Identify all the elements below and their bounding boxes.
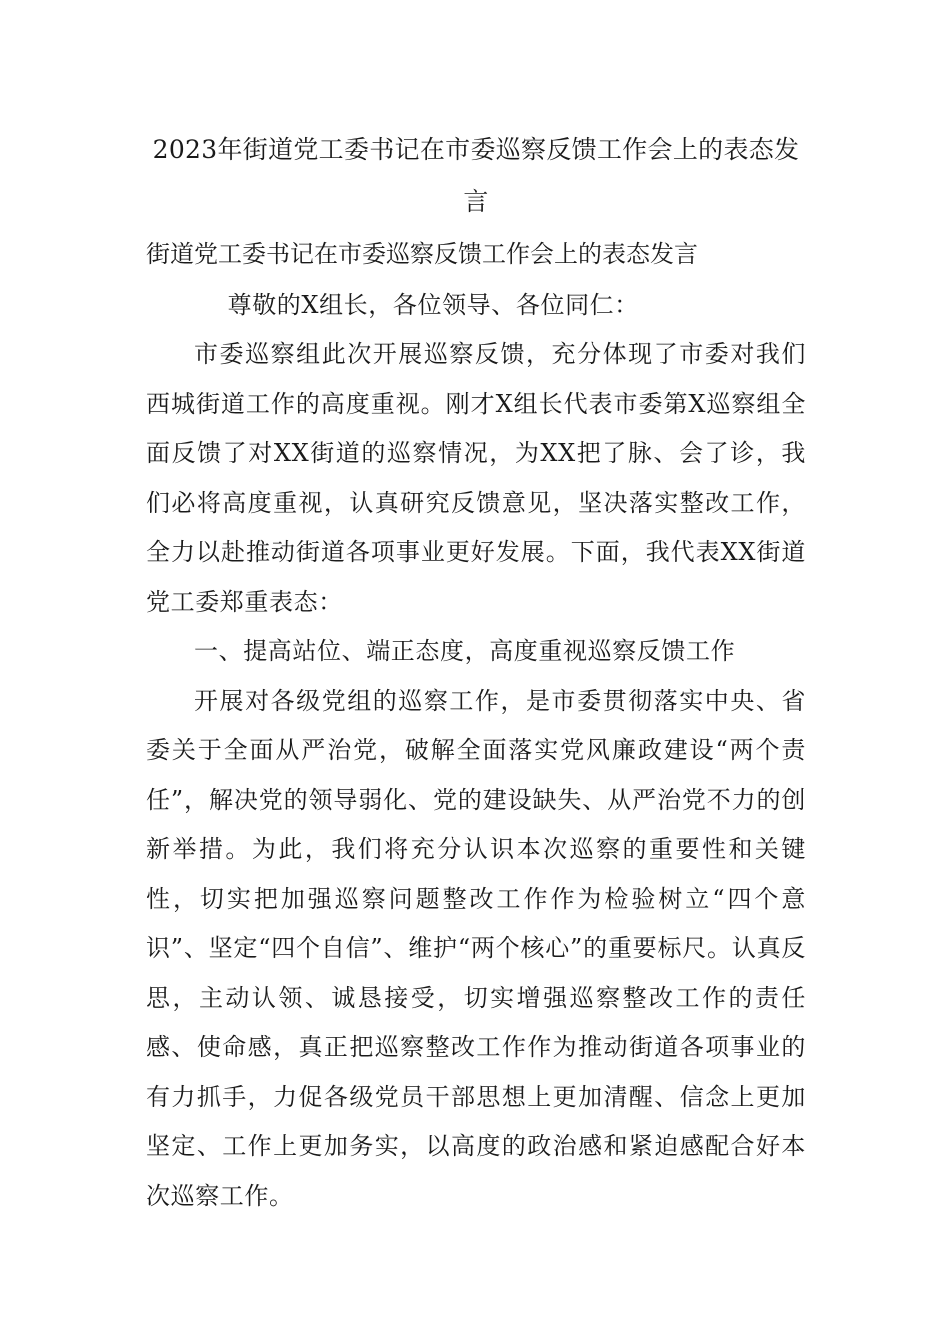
paragraph-intro: 市委巡察组此次开展巡察反馈，充分体现了市委对我们西城街道工作的高度重视。刚才X组长代表市委第X巡察组全面反馈了对XX街道的巡察情况，为XX把了脉、会了诊，我们必将高度重视，认真研究反馈意见，坚决落实整改工作，全力以赴推动街道各项事业更好发展。下面，我代表XX街道党工委郑重表态： <box>146 340 806 616</box>
document-page <box>146 124 806 1221</box>
greeting-line: 尊敬的X组长，各位领导、各位同仁： <box>227 291 639 319</box>
document-subtitle: 街道党工委书记在市委巡察反馈工作会上的表态发言 <box>146 240 698 268</box>
section-heading-1: 一、提高站位、端正态度，高度重视巡察反馈工作 <box>194 637 736 665</box>
paragraph-section-1: 开展对各级党组的巡察工作，是市委贯彻落实中央、省委关于全面从严治党，破解全面落实党风廉政建设“两个责任”，解决党的领导弱化、党的建设缺失、从严治党不力的创新举措。为此，我们将充分认识本次巡察的重要性和关键性，切实把加强巡察问题整改工作作为检验树立“四个意识”、坚定“四个自信”、维护“两个核心”的重要标尺。认真反思，主动认领、诚恳接受，切实增强巡察整改工作的责任感、使命感，真正把巡察整改工作作为推动街道各项事业的有力抓手，力促各级党员干部思想上更加清醒、信念上更加坚定、工作上更加务实，以高度的政治感和紧迫感配合好本次巡察工作。 <box>146 686 806 1210</box>
document-title: 2023年街道党工委书记在市委巡察反馈工作会上的表态发言 <box>152 135 800 216</box>
